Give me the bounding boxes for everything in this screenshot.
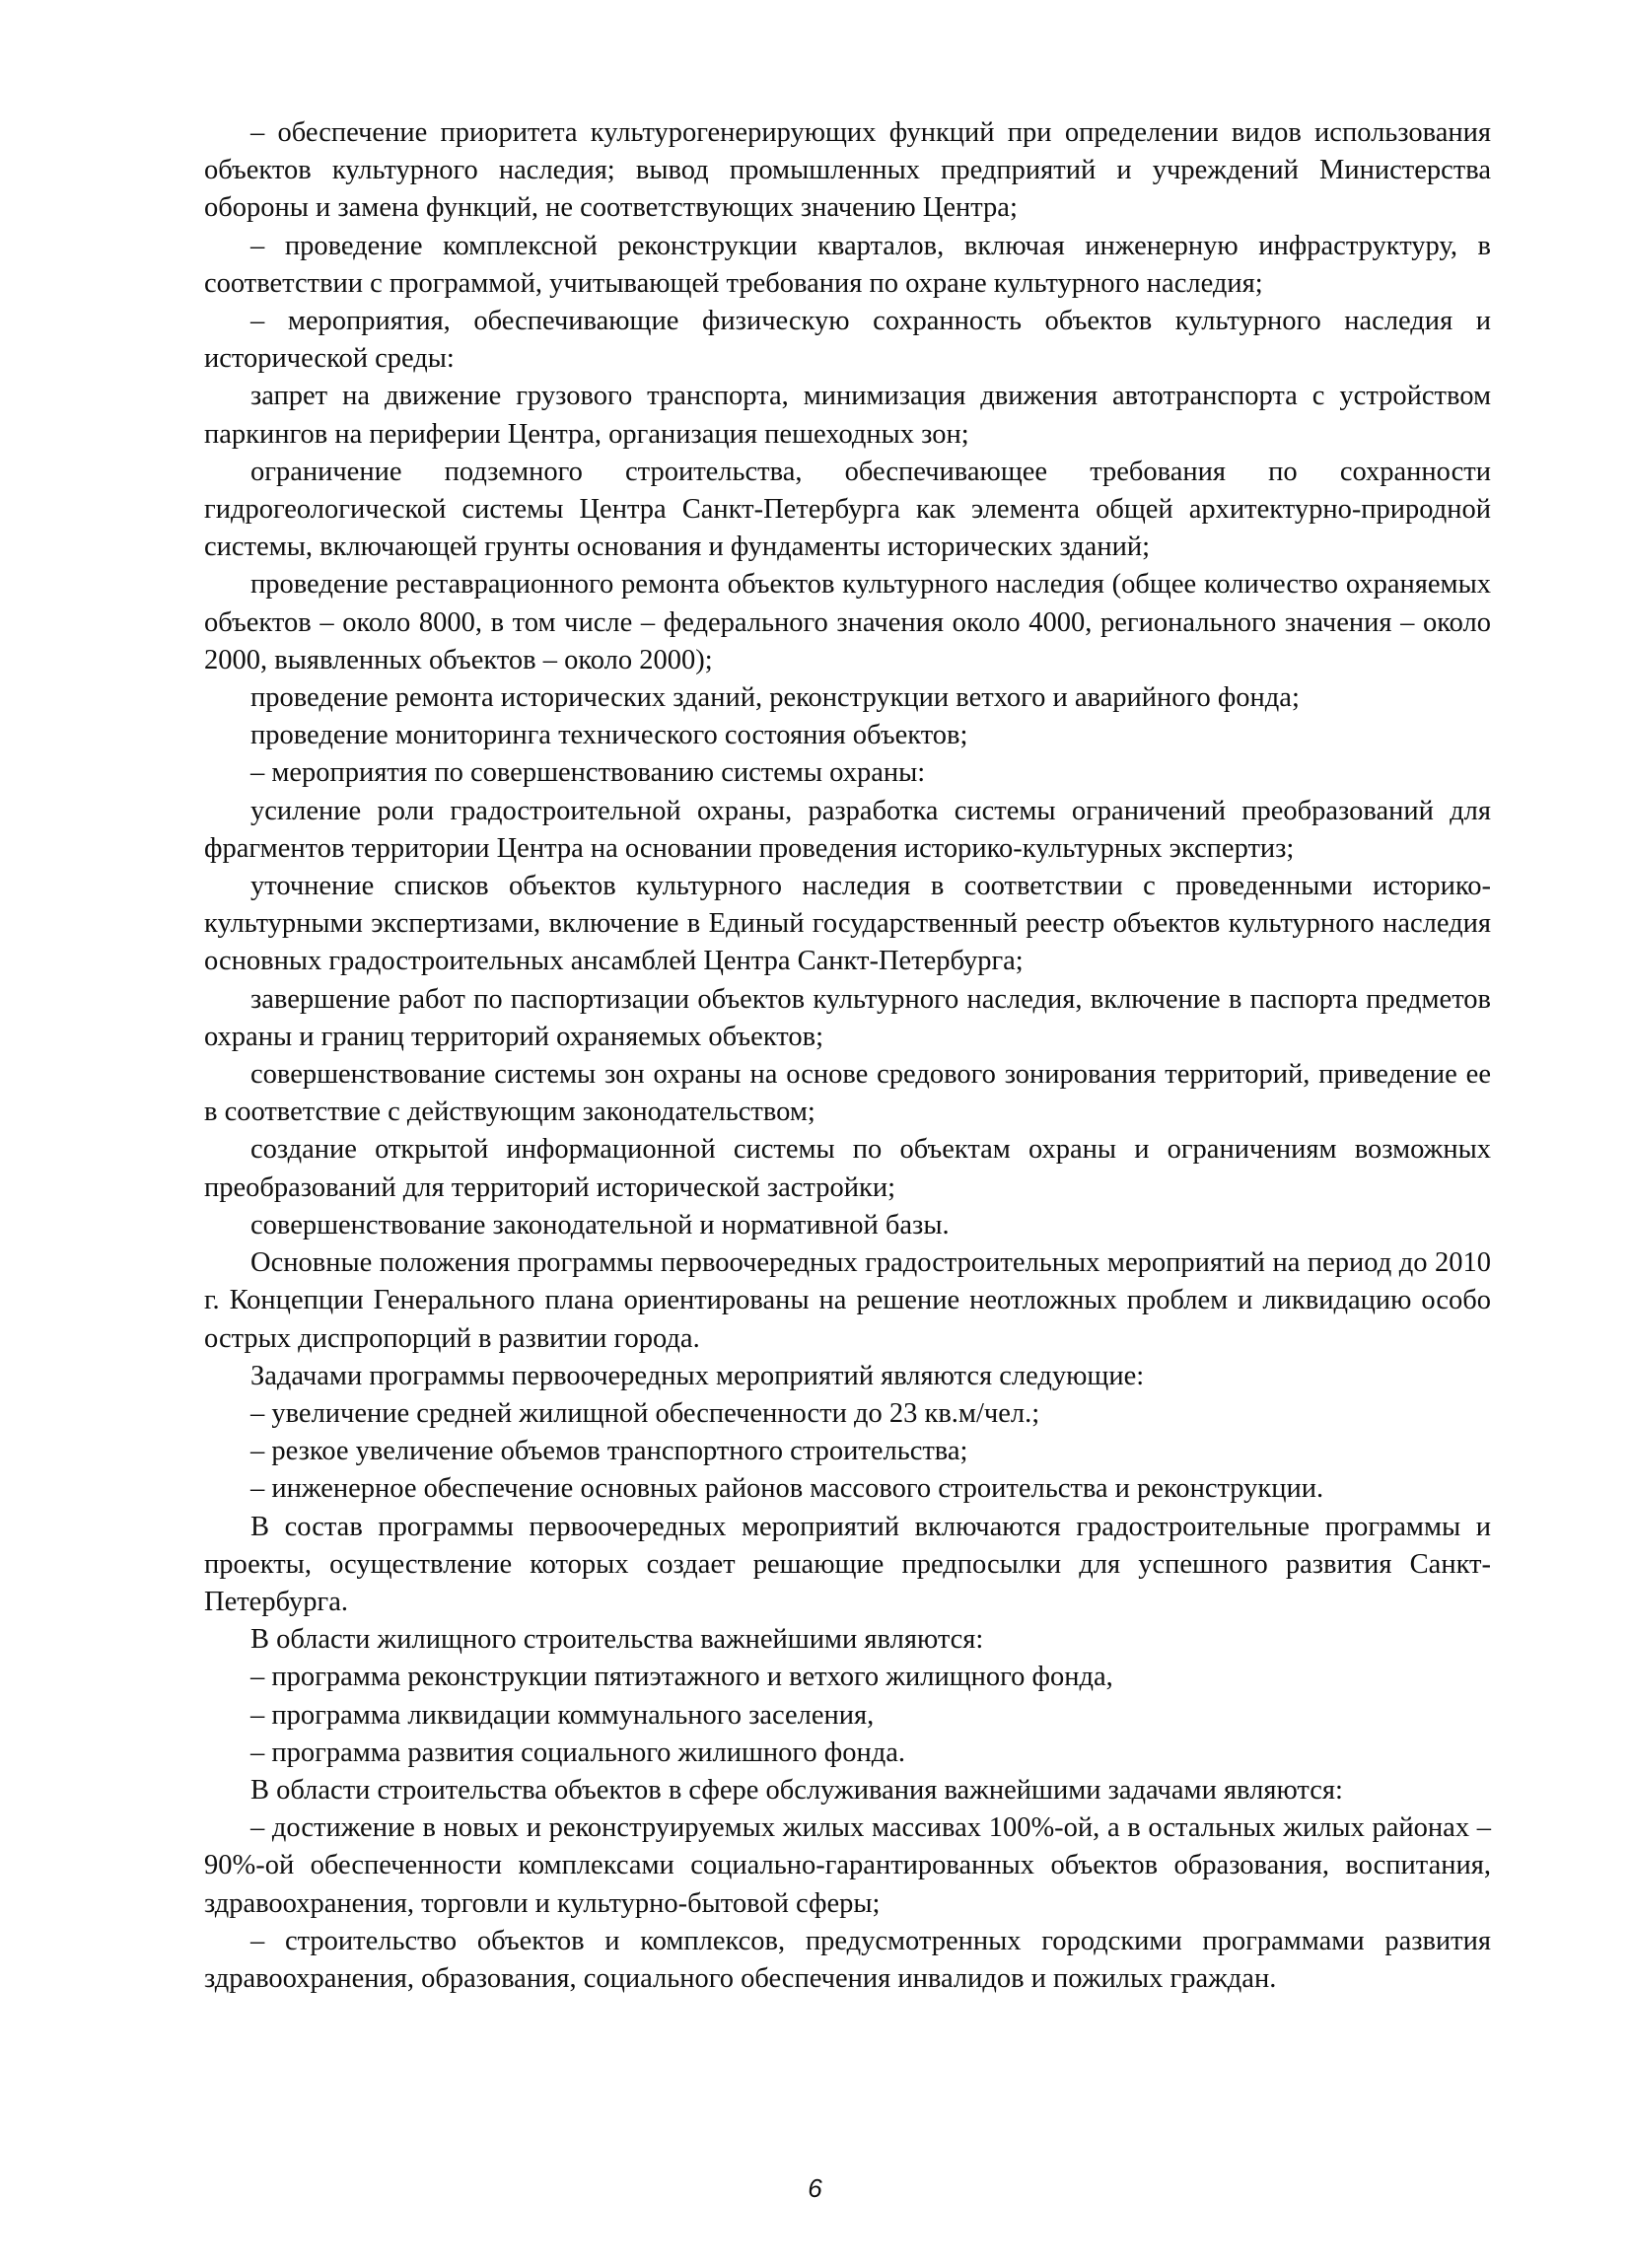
paragraph: – мероприятия по совершенствованию системы охраны:	[250, 757, 926, 789]
paragraph: Основные положения программы первоочередных градостроительных мероприятий на период до 2010 г. Концепции Генерального плана ориентированы на решение неотложных проблем и ликвидацию особо острых диспропорций в развитии города.	[204, 1247, 1491, 1354]
paragraph: ограничение подземного строительства, обеспечивающее требования по сохранности гидрогеологической системы Центра Санкт-Петербурга как элемента общей архитектурно-природной системы, включающей грунты основания и фундаменты исторических зданий;	[204, 456, 1491, 563]
paragraph: В состав программы первоочередных мероприятий включаются градостроительные программы и проекты, осуществление которых создает решающие предпосылки для успешного развития Санкт-Петербурга.	[204, 1511, 1491, 1617]
paragraph: Задачами программы первоочередных мероприятий являются следующие:	[250, 1360, 1145, 1391]
paragraph: проведение мониторинга технического состояния объектов;	[250, 720, 968, 751]
paragraph: – программа реконструкции пятиэтажного и ветхого жилищного фонда,	[250, 1662, 1113, 1693]
paragraph: запрет на движение грузового транспорта, минимизация движения автотранспорта с устройством паркингов на периферии Центра, организация пешеходных зон;	[204, 381, 1491, 450]
paragraph: – увеличение средней жилищной обеспеченности до 23 кв.м/чел.;	[250, 1397, 1040, 1429]
paragraph: – обеспечение приоритета культурогенерирующих функций при определении видов использования объектов культурного наследия; вывод промышленных предприятий и учреждений Министерства обороны и замена функций, не соответствующих значению Центра;	[204, 117, 1491, 224]
paragraph: проведение реставрационного ремонта объектов культурного наследия (общее количество охраняемых объектов – около 8000, в том числе – федерального значения около 4000, регионального значения – около 2000, выявленных объектов – около 2000);	[204, 569, 1491, 675]
paragraph: – проведение комплексной реконструкции кварталов, включая инженерную инфраструктуру, в соответствии с программой, учитывающей требования по охране культурного наследия;	[204, 230, 1491, 299]
paragraph: совершенствование законодательной и нормативной базы.	[250, 1209, 950, 1240]
paragraph: В области строительства объектов в сфере обслуживания важнейшими задачами являются:	[250, 1774, 1343, 1806]
paragraph: – инженерное обеспечение основных районов массового строительства и реконструкции.	[250, 1473, 1324, 1505]
paragraph: – резкое увеличение объемов транспортного строительства;	[250, 1436, 968, 1467]
paragraph: – программа ликвидации коммунального заселения,	[250, 1699, 875, 1731]
paragraph: – достижение в новых и реконструируемых жилых массивах 100%-ой, а в остальных жилых районах – 90%-ой обеспеченности комплексами социально-гарантированных объектов образования, воспитания, здравоохранения, торговли и культурно-бытовой сферы;	[204, 1812, 1491, 1919]
paragraph: завершение работ по паспортизации объектов культурного наследия, включение в паспорта предметов охраны и границ территорий охраняемых объектов;	[204, 983, 1491, 1052]
page-number: 6	[808, 2173, 822, 2203]
paragraph: совершенствование системы зон охраны на основе средового зонирования территорий, приведение ее в соответствие с действующим законодательством;	[204, 1059, 1491, 1128]
document-body	[204, 114, 1491, 1998]
paragraph: – строительство объектов и комплексов, предусмотренных городскими программами развития здравоохранения, образования, социального обеспечения инвалидов и пожилых граждан.	[204, 1925, 1491, 1994]
paragraph: проведение ремонта исторических зданий, реконструкции ветхого и аварийного фонда;	[250, 682, 1300, 714]
paragraph: – мероприятия, обеспечивающие физическую сохранность объектов культурного наследия и исторической среды:	[204, 306, 1491, 375]
paragraph: создание открытой информационной системы по объектам охраны и ограничениям возможных преобразований для территорий исторической застройки;	[204, 1134, 1491, 1203]
paragraph: – программа развития социального жилишного фонда.	[250, 1736, 906, 1768]
paragraph: усиление роли градостроительной охраны, разработка системы ограничений преобразований для фрагментов территории Центра на основании проведения историко-культурных экспертиз;	[204, 795, 1491, 864]
paragraph: уточнение списков объектов культурного наследия в соответствии с проведенными историко-культурными экспертизами, включение в Единый государственный реестр объектов культурного наследия основных градостроительных ансамблей Центра Санкт-Петербурга;	[204, 871, 1491, 977]
paragraph: В области жилищного строительства важнейшими являются:	[250, 1624, 984, 1656]
